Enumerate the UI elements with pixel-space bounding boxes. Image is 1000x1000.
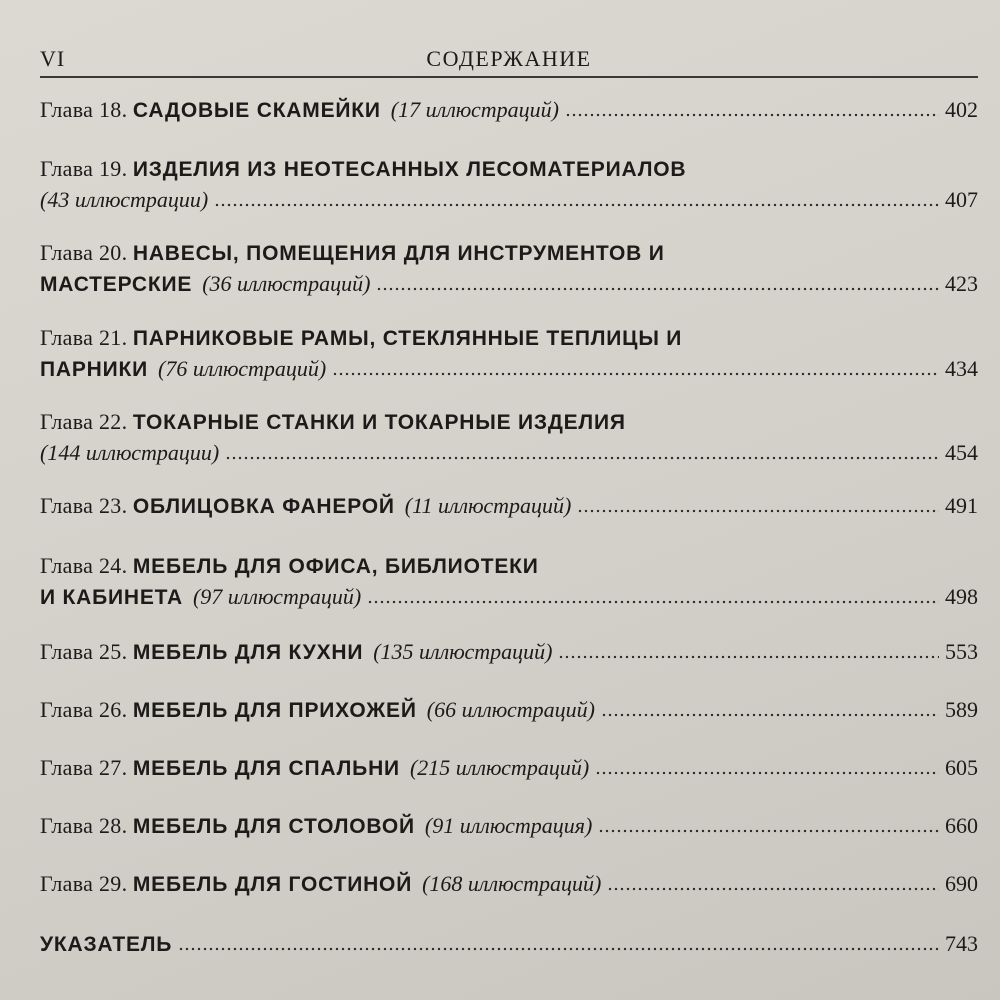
illustration-count: (43 иллюстрации) [40, 187, 209, 212]
toc-entry-line [40, 184, 978, 215]
dot-leader [225, 456, 939, 460]
chapter-title: МЕБЕЛЬ ДЛЯ ОФИСА, БИБЛИОТЕКИ [132, 555, 539, 578]
toc-entry-line [40, 237, 978, 268]
chapter-title: И КАБИНЕТА [40, 586, 183, 609]
chapter-title: МЕБЕЛЬ ДЛЯ СТОЛОВОЙ [132, 815, 415, 838]
toc-entry-line [40, 928, 978, 959]
illustration-count: (66 иллюстраций) [426, 697, 595, 722]
chapter-number: Глава 22. [40, 409, 128, 434]
chapter-number: Глава 29. [40, 871, 128, 896]
chapter-title: ТОКАРНЫЕ СТАНКИ И ТОКАРНЫЕ ИЗДЕЛИЯ [132, 411, 626, 434]
toc-entry[interactable] [40, 694, 978, 725]
page-number: 407 [945, 187, 978, 212]
toc-entry[interactable] [40, 490, 978, 521]
page-number: 423 [945, 271, 978, 296]
toc-entry-line [40, 694, 978, 725]
toc-entry[interactable] [40, 322, 978, 384]
dot-leader [595, 771, 939, 775]
chapter-title: ИЗДЕЛИЯ ИЗ НЕОТЕСАННЫХ ЛЕСОМАТЕРИАЛОВ [132, 158, 687, 181]
toc-entry-line [40, 353, 978, 384]
page-number: 690 [945, 871, 978, 896]
chapter-number: Глава 24. [40, 553, 128, 578]
chapter-title: МЕБЕЛЬ ДЛЯ КУХНИ [132, 641, 364, 664]
page-number: 434 [945, 356, 978, 381]
page-folio: VI [40, 46, 66, 71]
page-number: 589 [945, 697, 978, 722]
toc-entry[interactable] [40, 550, 978, 612]
chapter-number: Глава 26. [40, 697, 128, 722]
dot-leader [565, 113, 939, 117]
toc-entry[interactable] [40, 237, 978, 299]
toc-entry[interactable] [40, 752, 978, 783]
chapter-title: МАСТЕРСКИЕ [40, 273, 193, 296]
illustration-count: (17 иллюстраций) [390, 97, 559, 122]
chapter-title: МЕБЕЛЬ ДЛЯ ГОСТИНОЙ [132, 873, 413, 896]
chapter-title: МЕБЕЛЬ ДЛЯ ПРИХОЖЕЙ [132, 699, 417, 722]
page-number: 660 [945, 813, 978, 838]
toc-entry[interactable] [40, 153, 978, 215]
dot-leader [332, 372, 939, 376]
page-title: СОДЕРЖАНИЕ [426, 46, 592, 71]
toc-entry-line [40, 636, 978, 667]
illustration-count: (91 иллюстрация) [424, 813, 593, 838]
toc-entry-line [40, 437, 978, 468]
toc-entry[interactable] [40, 868, 978, 899]
toc-entry-line [40, 153, 978, 184]
toc-entry-line [40, 581, 978, 612]
toc-entry-line [40, 752, 978, 783]
toc-entry-line [40, 406, 978, 437]
toc-entry[interactable] [40, 406, 978, 468]
toc-entry-line [40, 268, 978, 299]
page-number: 491 [945, 493, 978, 518]
toc-entry-line [40, 94, 978, 125]
dot-leader [178, 947, 939, 951]
chapter-title: МЕБЕЛЬ ДЛЯ СПАЛЬНИ [132, 757, 400, 780]
chapter-number: Глава 25. [40, 639, 128, 664]
illustration-count: (168 иллюстраций) [422, 871, 602, 896]
toc-entry[interactable] [40, 94, 978, 125]
page-number: 743 [945, 931, 978, 956]
page-number: 498 [945, 584, 978, 609]
chapter-number: Глава 27. [40, 755, 128, 780]
illustration-count: (215 иллюстраций) [409, 755, 590, 780]
illustration-count: (11 иллюстраций) [404, 493, 572, 518]
toc-entry-line [40, 868, 978, 899]
dot-leader [376, 287, 939, 291]
illustration-count: (144 иллюстрации) [40, 440, 220, 465]
toc-entry[interactable] [40, 928, 978, 959]
page-number: 454 [945, 440, 978, 465]
running-head [40, 46, 978, 78]
chapter-title: ПАРНИКОВЫЕ РАМЫ, СТЕКЛЯННЫЕ ТЕПЛИЦЫ И [132, 327, 683, 350]
toc-entry[interactable] [40, 636, 978, 667]
illustration-count: (36 иллюстраций) [202, 271, 371, 296]
illustration-count: (135 иллюстраций) [373, 639, 553, 664]
chapter-title: УКАЗАТЕЛЬ [40, 933, 173, 956]
toc-entry-line [40, 322, 978, 353]
chapter-number: Глава 18. [40, 97, 128, 122]
dot-leader [607, 887, 939, 891]
chapter-number: Глава 21. [40, 325, 128, 350]
dot-leader [214, 203, 939, 207]
chapter-title: ПАРНИКИ [40, 358, 149, 381]
chapter-number: Глава 20. [40, 240, 128, 265]
dot-leader [367, 600, 939, 604]
dot-leader [598, 829, 939, 833]
toc-entry[interactable] [40, 810, 978, 841]
illustration-count: (97 иллюстраций) [192, 584, 362, 609]
illustration-count: (76 иллюстраций) [158, 356, 327, 381]
toc-entry-line [40, 550, 978, 581]
chapter-number: Глава 23. [40, 493, 128, 518]
chapter-title: САДОВЫЕ СКАМЕЙКИ [132, 99, 381, 122]
dot-leader [558, 655, 939, 659]
dot-leader [577, 509, 939, 513]
toc-entry-line [40, 490, 978, 521]
chapter-number: Глава 28. [40, 813, 128, 838]
page-number: 605 [945, 755, 978, 780]
chapter-title: ОБЛИЦОВКА ФАНЕРОЙ [132, 495, 395, 518]
page-number: 402 [945, 97, 978, 122]
chapter-title: НАВЕСЫ, ПОМЕЩЕНИЯ ДЛЯ ИНСТРУМЕНТОВ И [132, 242, 665, 265]
page-number: 553 [945, 639, 978, 664]
chapter-number: Глава 19. [40, 156, 128, 181]
dot-leader [601, 713, 939, 717]
toc-entry-line [40, 810, 978, 841]
